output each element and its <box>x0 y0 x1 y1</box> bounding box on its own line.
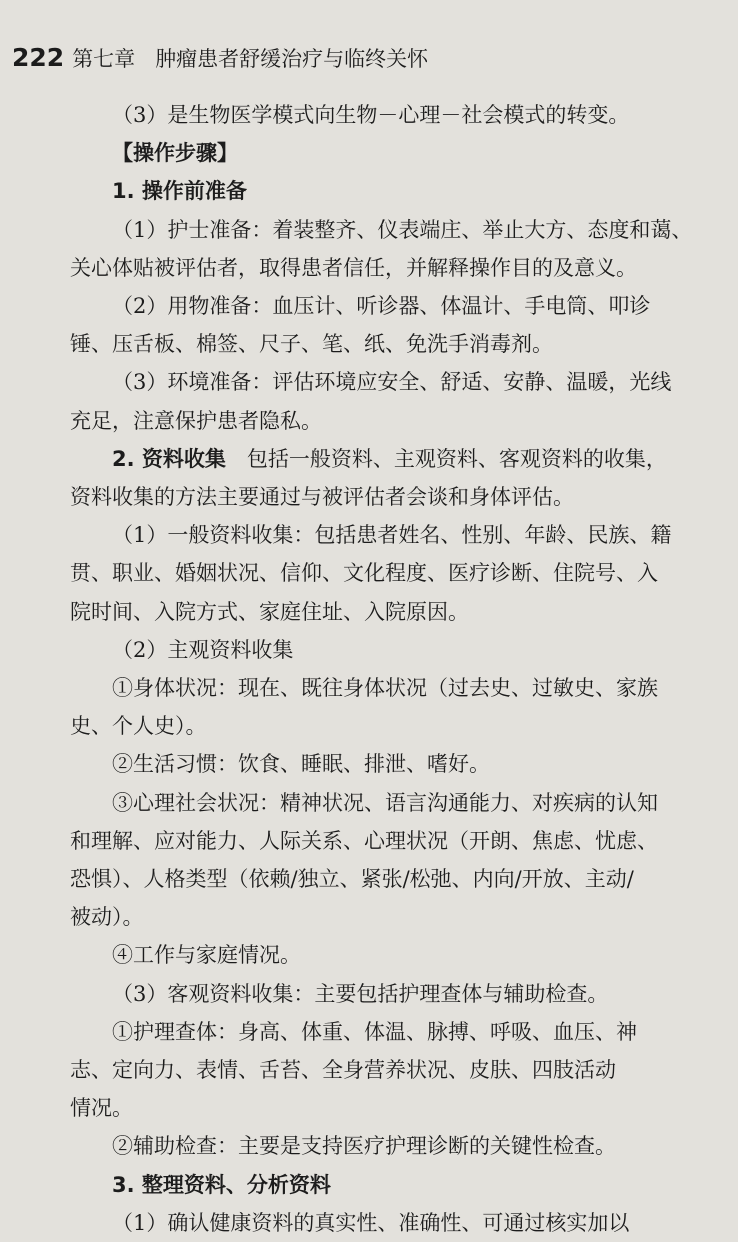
subsection-heading: 1. 操作前准备 <box>112 179 247 204</box>
page-number: 222 <box>12 43 65 72</box>
text-line: ③心理社会状况：精神状况、语言沟通能力、对疾病的认知 <box>112 790 658 815</box>
subsection-heading: 2. 资料收集 <box>112 446 226 471</box>
subsection-heading: 3. 整理资料、分析资料 <box>112 1172 331 1197</box>
text-line: 恐惧）、人格类型（依赖/独立、紧张/松弛、内向/开放、主动/ <box>70 867 634 892</box>
text-line: 资料收集的方法主要通过与被评估者会谈和身体评估。 <box>70 485 574 510</box>
text-line: （3）环境准备：评估环境应安全、舒适、安静、温暖，光线 <box>112 370 672 395</box>
text-line: ①身体状况：现在、既往身体状况（过去史、过敏史、家族 <box>112 676 658 701</box>
text-line: ④工作与家庭情况。 <box>112 943 301 968</box>
text-line: （3）是生物医学模式向生物－心理－社会模式的转变。 <box>112 103 630 127</box>
text-line: （2）用物准备：血压计、听诊器、体温计、手电筒、叩诊 <box>112 294 651 319</box>
text-line: 关心体贴被评估者，取得患者信任，并解释操作目的及意义。 <box>70 255 637 280</box>
text-line: （2）主观资料收集 <box>112 637 294 662</box>
text-line: （1）一般资料收集：包括患者姓名、性别、年龄、民族、籍 <box>112 523 672 548</box>
section-heading: 【操作步骤】 <box>112 141 238 166</box>
body-text <box>70 96 710 1242</box>
text-line: （3）客观资料收集：主要包括护理查体与辅助检查。 <box>112 981 609 1006</box>
text-line: 院时间、入院方式、家庭住址、入院原因。 <box>70 599 469 624</box>
text-line: 锤、压舌板、棉签、尺子、笔、纸、免洗手消毒剂。 <box>70 332 553 357</box>
text-line: （1）护士准备：着装整齐、仪表端庄、举止大方、态度和蔼、 <box>112 217 693 242</box>
text-line: ②辅助检查：主要是支持医疗护理诊断的关键性检查。 <box>112 1134 616 1159</box>
chapter-label: 第七章 <box>72 47 136 71</box>
text-line: 被动）。 <box>70 905 144 930</box>
text-line: （1）确认健康资料的真实性、准确性、可通过核实加以 <box>112 1210 630 1235</box>
text-line: ②生活习惯：饮食、睡眠、排泄、嗜好。 <box>112 752 490 777</box>
text-line: 情况。 <box>70 1096 133 1121</box>
running-header <box>12 40 428 77</box>
text-line: 志、定向力、表情、舌苔、全身营养状况、皮肤、四肢活动 <box>70 1058 616 1083</box>
text-span: 包括一般资料、主观资料、客观资料的收集， <box>246 446 667 471</box>
text-line: 充足，注意保护患者隐私。 <box>70 408 322 433</box>
text-line: 史、个人史）。 <box>70 714 207 739</box>
text-line: ①护理查体：身高、体重、体温、脉搏、呼吸、血压、神 <box>112 1019 637 1044</box>
text-line <box>70 440 710 478</box>
text-line: 和理解、应对能力、人际关系、心理状况（开朗、焦虑、忧虑、 <box>70 828 658 853</box>
chapter-title: 肿瘤患者舒缓治疗与临终关怀 <box>155 47 429 71</box>
text-line: 贯、职业、婚姻状况、信仰、文化程度、医疗诊断、住院号、入 <box>70 561 658 586</box>
